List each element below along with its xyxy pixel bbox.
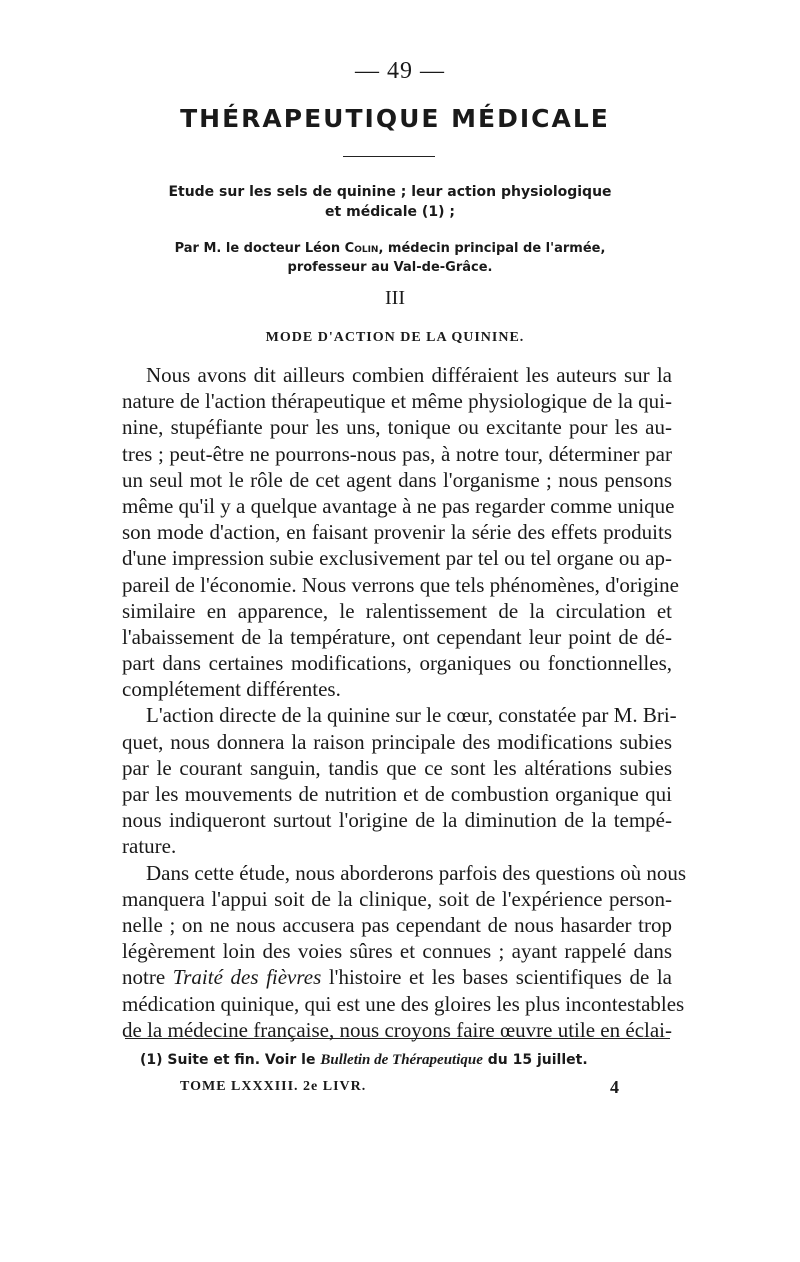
footnote-text: (1) Suite et fin. Voir le — [140, 1052, 321, 1068]
body-line: similaire en apparence, le ralentissement de la circulation et — [122, 598, 672, 623]
body-line: manquera l'appui soit de la clinique, soit de l'expérience person- — [122, 886, 672, 911]
body-line: par les mouvements de nutrition et de combustion organique qui — [122, 782, 672, 806]
author-prefix: Par M. le docteur Léon — [174, 241, 345, 256]
body-line: tres ; peut-être ne pourrons-nous pas, à notre tour, déterminer par — [122, 441, 672, 466]
sheet-number: 4 — [610, 1077, 620, 1097]
body-line: pareil de l'économie. Nous verrons que tels phénomènes, d'origine — [122, 572, 679, 597]
body-line: son mode d'action, en faisant provenir la série des effets produits — [122, 520, 672, 545]
body-text — [122, 362, 687, 1043]
body-line: l'abaissement de la température, ont cependant leur point de dé- — [122, 624, 672, 649]
body-line: d'une impression subie exclusivement par tel ou tel organe ou ap- — [122, 546, 672, 571]
body-line: un seul mot le rôle de cet agent dans l'organisme ; nous pensons — [122, 467, 672, 492]
body-line: même qu'il y a quelque avantage à ne pas regarder comme unique — [122, 493, 675, 518]
volume-label: TOME LXXXIII. 2e LIVR. — [180, 1079, 367, 1094]
body-line: légèrement loin des voies sûres et connues ; ayant rappelé dans — [122, 939, 672, 964]
body-line-with-italic — [122, 964, 672, 990]
body-line: nelle ; on ne nous accusera pas cependant de nous hasarder trop — [122, 912, 672, 937]
body-line: complétement différentes. — [122, 677, 341, 702]
article-title-line-1: Etude sur les sels de quinine ; leur action physiologique — [168, 184, 612, 200]
body-line: de la médecine française, nous croyons faire œuvre utile en éclai- — [122, 1017, 672, 1042]
author-line-1 — [150, 239, 630, 258]
body-line: Dans cette étude, nous aborderons parfois des questions où nous — [146, 860, 687, 885]
article-title-line-2: et médicale (1) ; — [325, 204, 455, 220]
footnote-divider — [125, 1038, 670, 1039]
author-title: , médecin principal de l'armée, — [378, 241, 606, 256]
part-title: MODE D'ACTION DE LA QUININE. — [265, 330, 525, 345]
body-line: nine, stupéfiante pour les uns, tonique ou excitante pour les au- — [122, 415, 672, 440]
title-divider — [343, 156, 435, 157]
author-name: Colin — [344, 241, 379, 256]
body-text-fragment: l'histoire et les bases scientifiques de la — [328, 965, 672, 990]
body-line: nous indiqueront surtout l'origine de la diminution de la tempé- — [122, 808, 672, 833]
body-line: par le courant sanguin, tandis que ce sont les altérations subies — [122, 755, 672, 780]
article-title — [110, 182, 670, 222]
body-text-fragment: notre — [122, 965, 173, 990]
footnote — [140, 1052, 670, 1069]
section-title: THÉRAPEUTIQUE MÉDICALE — [180, 104, 610, 133]
body-text-fragment — [321, 965, 329, 989]
body-line: nature de l'action thérapeutique et même physiologique de la qui- — [122, 389, 672, 414]
footnote-date: du 15 juillet. — [482, 1052, 588, 1068]
author-line-2: professeur au Val-de-Grâce. — [287, 260, 493, 275]
printer-signature — [180, 1079, 620, 1095]
author-byline — [150, 239, 630, 277]
book-title-italic: Traité des fièvres — [172, 965, 322, 990]
page-number: — 49 — — [355, 58, 445, 84]
part-number: III — [385, 287, 405, 309]
body-line: Nous avons dit ailleurs combien différaient les auteurs sur la — [146, 363, 672, 387]
body-line: L'action directe de la quinine sur le cœur, constatée par M. Bri- — [146, 703, 677, 728]
footnote-journal-title: Bulletin de Thérapeutique — [320, 1052, 483, 1068]
body-line: part dans certaines modifications, organiques ou fonctionnelles, — [122, 651, 672, 676]
body-line: quet, nous donnera la raison principale des modifications subies — [122, 729, 672, 754]
body-line: médication quinique, qui est une des gloires les plus incontestables — [122, 991, 685, 1016]
body-line: rature. — [122, 834, 177, 859]
